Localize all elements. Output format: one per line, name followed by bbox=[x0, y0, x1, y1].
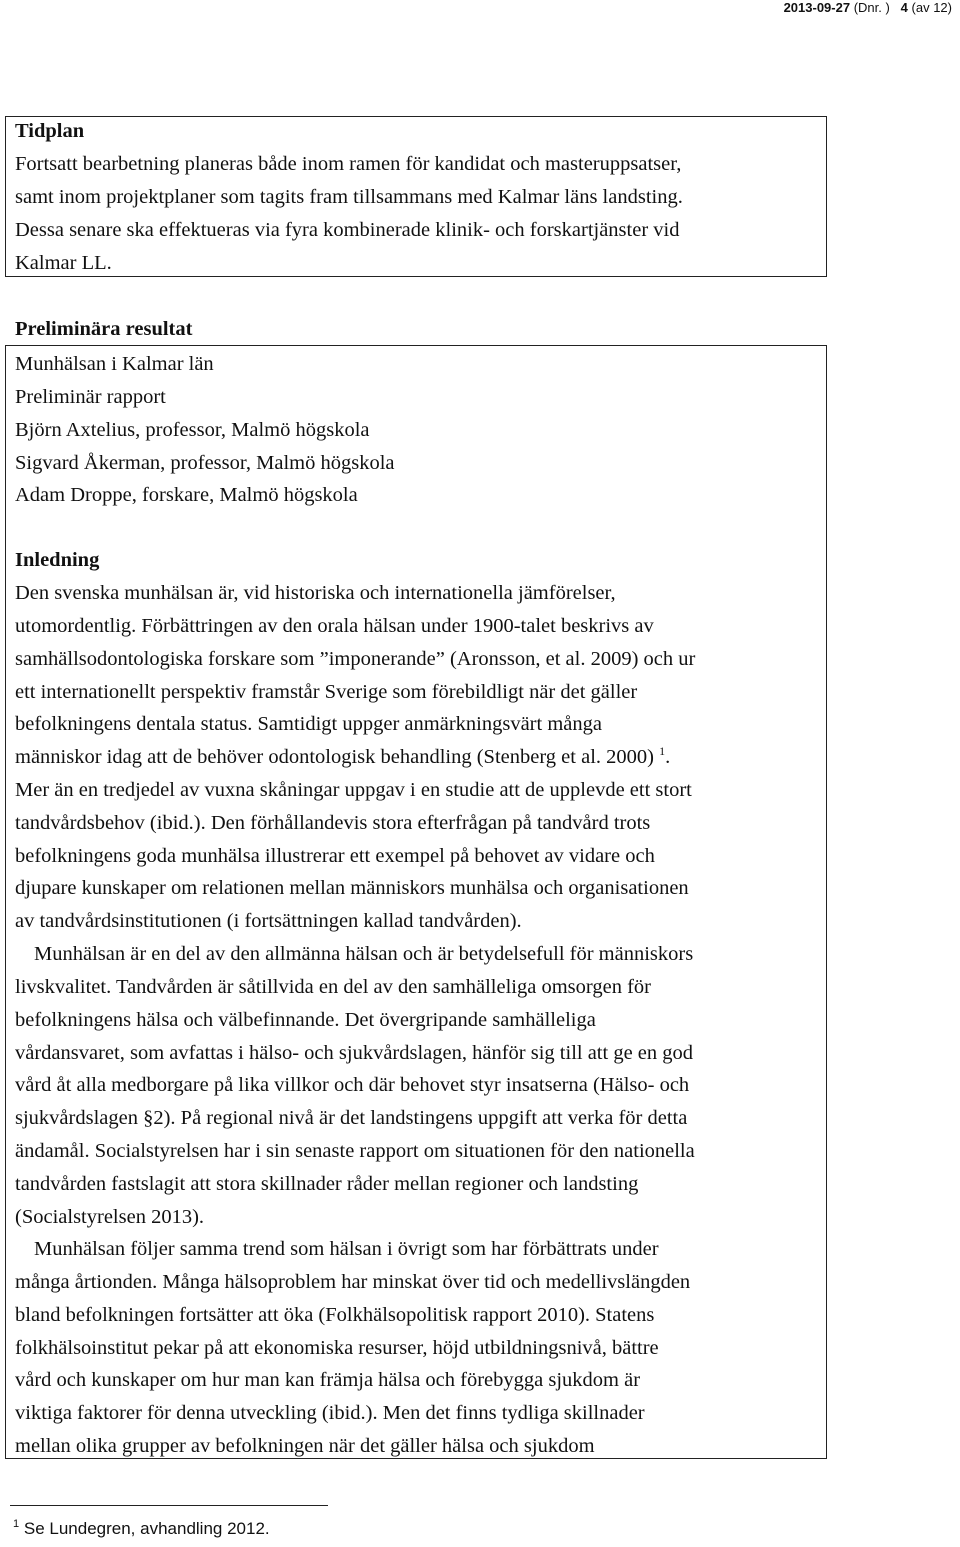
body-line: Mer än en tredjedel av vuxna skåningar uppgav i en studie att de upplevde ett stort bbox=[15, 779, 692, 801]
footnote bbox=[13, 1518, 270, 1540]
results-heading: Preliminära resultat bbox=[15, 318, 193, 340]
author-line: Sigvard Åkerman, professor, Malmö högskola bbox=[15, 452, 395, 474]
footnote-number: 1 bbox=[13, 1518, 20, 1530]
body-line: ändamål. Socialstyrelsen har i sin senaste rapport om situationen för den nationella bbox=[15, 1140, 695, 1162]
body-line: befolkningens dentala status. Samtidigt uppger anmärkningsvärt många bbox=[15, 713, 602, 735]
body-line: Den svenska munhälsan är, vid historiska och internationella jämförelser, bbox=[15, 582, 616, 604]
footnote-separator bbox=[10, 1505, 328, 1506]
report-subtitle: Preliminär rapport bbox=[15, 386, 166, 408]
header-date: 2013-09-27 bbox=[783, 0, 851, 15]
tidplan-line: Kalmar LL. bbox=[15, 252, 112, 274]
footnote-text: Se Lundegren, avhandling 2012. bbox=[23, 1519, 270, 1538]
body-line: Munhälsan är en del av den allmänna hälsan och är betydelsefull för människors bbox=[34, 943, 694, 965]
body-line: Munhälsan följer samma trend som hälsan i övrigt som har förbättrats under bbox=[34, 1238, 659, 1260]
tidplan-line: Dessa senare ska effektueras via fyra kombinerade klinik- och forskartjänster vid bbox=[15, 219, 680, 241]
footnote-ref: 1 bbox=[659, 744, 666, 758]
body-line: mellan olika grupper av befolkningen när det gäller hälsa och sjukdom bbox=[15, 1435, 595, 1457]
body-line: tandvården fastslagit att stora skillnader råder mellan regioner och landsting bbox=[15, 1173, 639, 1195]
intro-heading: Inledning bbox=[15, 549, 100, 571]
body-line-text: människor idag att de behöver odontologisk behandling (Stenberg et al. 2000) bbox=[15, 746, 654, 768]
body-line: vård åt alla medborgare på lika villkor och där behovet styr insatserna (Hälso- och bbox=[15, 1074, 690, 1096]
author-line: Adam Droppe, forskare, Malmö högskola bbox=[15, 484, 358, 506]
body-line: ett internationellt perspektiv framstår Sverige som förebildligt när det gäller bbox=[15, 681, 638, 703]
body-line: befolkningens goda munhälsa illustrerar ett exempel på behovet av vidare och bbox=[15, 845, 655, 867]
body-line: befolkningens hälsa och välbefinnande. Det övergripande samhälleliga bbox=[15, 1009, 596, 1031]
body-line: (Socialstyrelsen 2013). bbox=[15, 1206, 205, 1228]
body-line-with-footnote bbox=[15, 744, 670, 770]
header-page-total: (av 12) bbox=[911, 0, 952, 15]
body-line: samhällsodontologiska forskare som ”imponerande” (Aronsson, et al. 2009) och ur bbox=[15, 648, 696, 670]
body-line: livskvalitet. Tandvården är såtillvida en del av den samhälleliga omsorgen för bbox=[15, 976, 651, 998]
body-line: tandvårdsbehov (ibid.). Den förhållandevis stora efterfrågan på tandvård trots bbox=[15, 812, 651, 834]
header-dnr: (Dnr. ) bbox=[853, 0, 890, 15]
body-line: utomordentlig. Förbättringen av den orala hälsan under 1900-talet beskrivs av bbox=[15, 615, 654, 637]
body-line: folkhälsoinstitut pekar på att ekonomiska resurser, höjd utbildningsnivå, bättre bbox=[15, 1337, 659, 1359]
body-line: många årtionden. Många hälsoproblem har minskat över tid och medellivslängden bbox=[15, 1271, 691, 1293]
body-line: vård och kunskaper om hur man kan främja hälsa och förebygga sjukdom är bbox=[15, 1369, 641, 1391]
tidplan-line: Fortsatt bearbetning planeras både inom ramen för kandidat och masteruppsatser, bbox=[15, 153, 682, 175]
header-page-number: 4 bbox=[900, 0, 908, 15]
body-line: vårdansvaret, som avfattas i hälso- och sjukvårdslagen, hänför sig till att ge en god bbox=[15, 1042, 694, 1064]
page-header bbox=[784, 0, 952, 16]
footnote-ref-period: . bbox=[665, 746, 671, 768]
body-line: av tandvårdsinstitutionen (i fortsättningen kallad tandvården). bbox=[15, 910, 522, 932]
report-title: Munhälsan i Kalmar län bbox=[15, 353, 214, 375]
author-line: Björn Axtelius, professor, Malmö högskola bbox=[15, 419, 370, 441]
body-line: djupare kunskaper om relationen mellan människors munhälsa och organisationen bbox=[15, 877, 689, 899]
body-line: viktiga faktorer för denna utveckling (ibid.). Men det finns tydliga skillnader bbox=[15, 1402, 645, 1424]
body-line: bland befolkningen fortsätter att öka (Folkhälsopolitisk rapport 2010). Statens bbox=[15, 1304, 655, 1326]
body-line: sjukvårdslagen §2). På regional nivå är det landstingens uppgift att verka för detta bbox=[15, 1107, 688, 1129]
tidplan-line: samt inom projektplaner som tagits fram tillsammans med Kalmar läns landsting. bbox=[15, 186, 683, 208]
tidplan-heading: Tidplan bbox=[15, 120, 85, 142]
